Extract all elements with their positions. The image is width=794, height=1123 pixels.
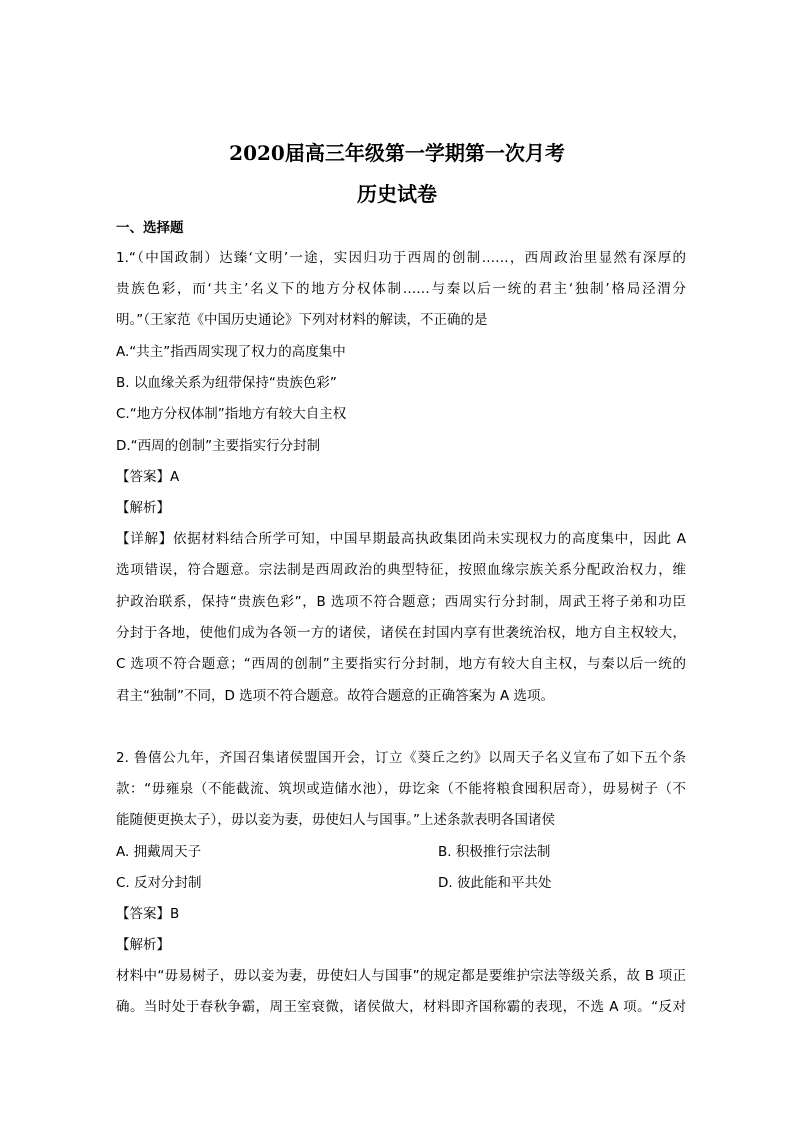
q2-stem-line: 2. 鲁僖公九年，齐国召集诸侯盟国开会，订立《葵丘之约》以周天子名义宣布了如下五个条: [116, 750, 686, 766]
q2-analysis-line: 材料中“毋易树子，毋以妾为妻，毋使妇人与国事”的规定都是要维护宗法等级关系，故 B 项正: [116, 968, 686, 984]
q1-detail-line: 分封于各地，使他们成为各领一方的诸侯，诸侯在封国内享有世袭统治权，地方自主权较大，: [116, 625, 686, 641]
document-subtitle: 历史试卷: [357, 182, 437, 206]
q2-option-d: D. 彼此能和平共处: [438, 875, 552, 891]
q2-option-c: C. 反对分封制: [116, 875, 202, 891]
q1-detail-line: [116, 529, 686, 549]
q1-stem-line: 明。”（王家范《中国历史通论》下列对材料的解读，不正确的是: [116, 312, 488, 328]
q1-stem-line: 贵族色彩，而‘共主’名义下的地方分权体制……与秦以后一统的君主‘独制’格局泾渭分: [116, 281, 686, 297]
q2-answer-value: B: [170, 906, 180, 922]
q1-answer: [116, 467, 686, 487]
q1-option-a: A.“共主”指西周实现了权力的高度集中: [116, 344, 346, 360]
q1-stem-line: 1.“（中国政制）达臻‘文明’一途，实因归功于西周的创制……，西周政治里显然有深厚的: [116, 250, 686, 266]
q1-answer-value: A: [170, 469, 180, 485]
q2-option-b: B. 积极推行宗法制: [438, 844, 551, 860]
q1-detail-label: 【详解】: [116, 531, 173, 547]
q2-option-a: A. 拥戴周天子: [116, 844, 202, 860]
q1-detail-line: C 选项不符合题意；“西周的创制”主要指实行分封制，地方有较大自主权，与秦以后一统的: [116, 656, 686, 672]
q1-option-d: D.“西周的创制”主要指实行分封制: [116, 438, 321, 454]
q1-detail-line: 护政治联系，保持“贵族色彩”，B 选项不符合题意；西周实行分封制，周武王将子弟和功臣: [116, 594, 686, 610]
q1-answer-label: 【答案】: [116, 469, 170, 485]
q1-detail-line: 君主“独制”不同，D 选项不符合题意。故符合题意的正确答案为 A 选项。: [116, 688, 554, 704]
q1-option-c: C.“地方分权体制”指地方有较大自主权: [116, 406, 347, 422]
q2-analysis-label: 【解析】: [116, 937, 170, 953]
q1-detail-text: 依据材料结合所学可知，中国早期最高执政集团尚未实现权力的高度集中，因此 A: [173, 531, 686, 547]
q2-stem-line: 款：“毋雍泉（不能截流、筑坝或造储水池），毋讫籴（不能将粮食囤积居奇），毋易树子（不: [116, 781, 686, 797]
section-heading: 一、选择题: [116, 220, 184, 236]
q2-analysis-line: 确。当时处于春秋争霸，周王室衰微，诸侯做大，材料即齐国称霸的表现，不选 A 项。“反对: [116, 999, 686, 1015]
document-title: 2020届高三年级第一学期第一次月考: [229, 141, 565, 165]
q1-option-b: B. 以血缘关系为纽带保持“贵族色彩”: [116, 375, 337, 391]
q2-stem-line: 能随便更换太子），毋以妾为妻，毋使妇人与国事。”上述条款表明各国诸侯: [116, 812, 555, 828]
q2-answer-label: 【答案】: [116, 906, 170, 922]
q1-analysis-label: 【解析】: [116, 500, 170, 516]
q1-detail-line: 选项错误，符合题意。宗法制是西周政治的典型特征，按照血缘宗族关系分配政治权力，维: [116, 562, 686, 578]
q2-answer: [116, 904, 686, 924]
